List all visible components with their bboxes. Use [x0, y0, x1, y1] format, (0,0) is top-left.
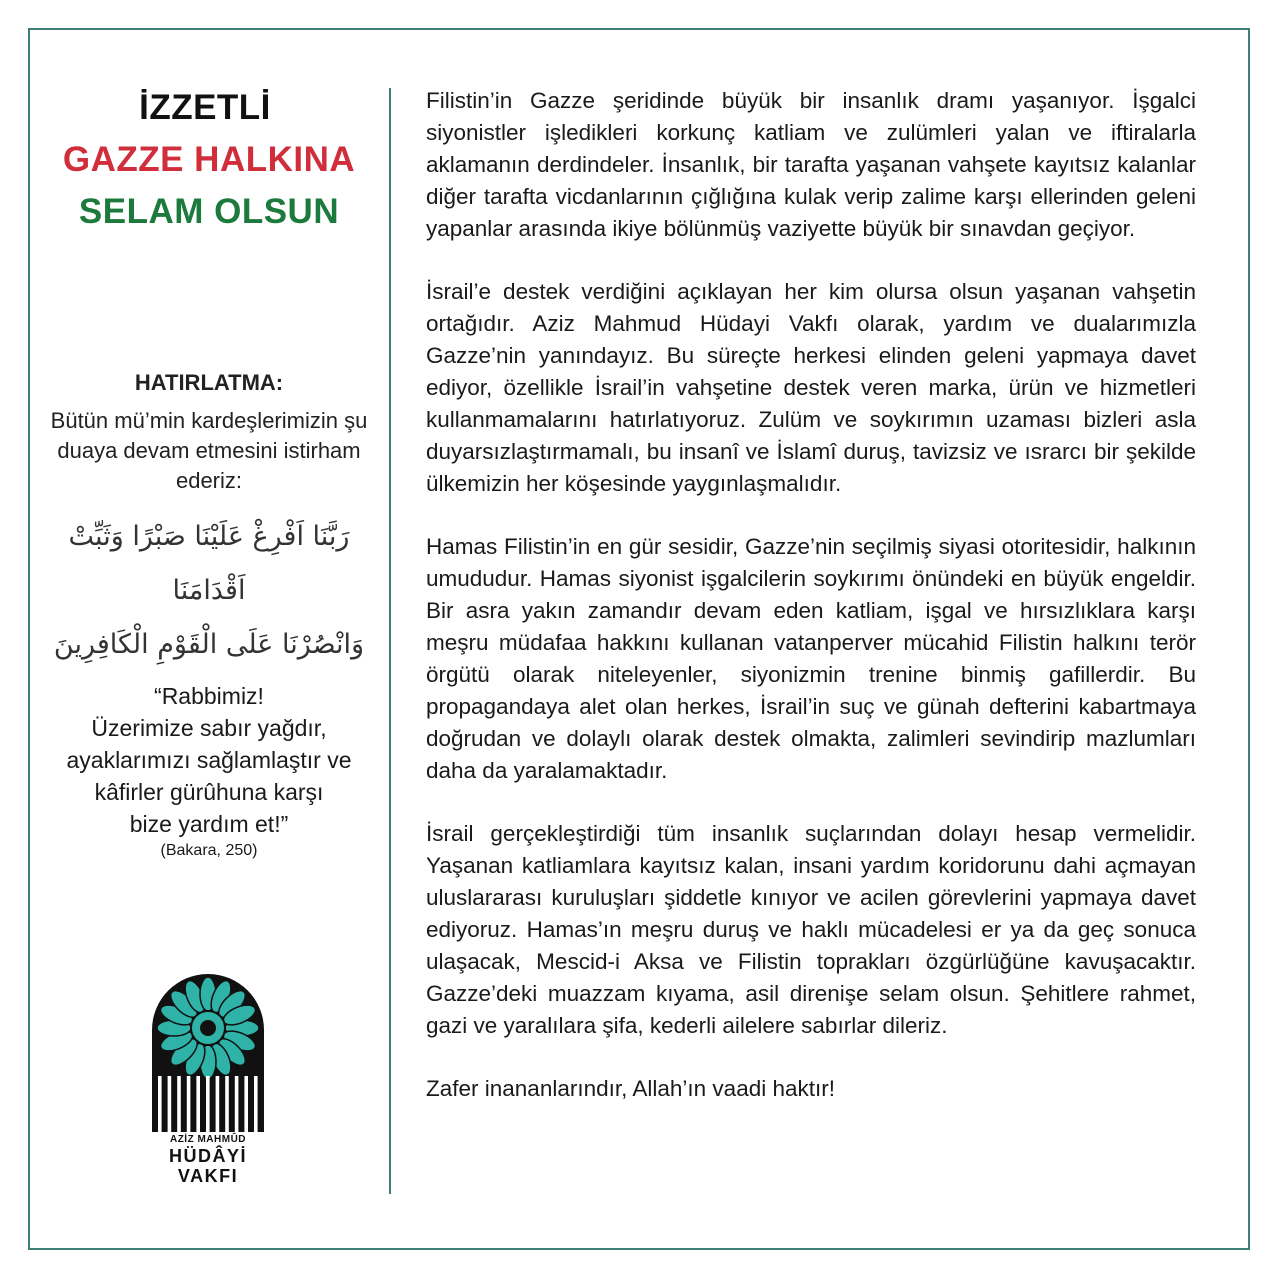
reminder-heading: HATIRLATMA: — [134, 370, 284, 395]
quote-line: bize yardım et!” — [129, 811, 289, 837]
title-line-2: GAZZE HALKINA — [62, 140, 356, 179]
arabic-prayer — [30, 510, 388, 672]
logo-bar — [225, 1076, 229, 1132]
logo-bar — [216, 1076, 220, 1132]
prayer-translation — [30, 680, 388, 840]
arabic-line-2: وَانْصُرْنَا عَلَى الْقَوْمِ الْكَافِرِينَ — [53, 629, 365, 660]
logo-bar — [158, 1076, 162, 1132]
logo-bar — [206, 1076, 210, 1132]
article-paragraph-5: Zafer inananlarındır, Allah’ın vaadi haktır! — [426, 1076, 835, 1101]
reminder-body: Bütün mü’min kardeşlerimizin şu duaya devam etmesini istirham ederiz: — [50, 408, 368, 493]
title-line-3: SELAM OLSUN — [78, 192, 340, 231]
quote-line: Üzerimize sabır yağdır, — [91, 715, 327, 741]
logo-wordmark — [140, 1134, 276, 1186]
quote-line: “Rabbimiz! — [154, 683, 264, 709]
logo-bar — [235, 1076, 239, 1132]
article-paragraph-4: İsrail gerçekleştirdiği tüm insanlık suçlarından dolayı hesap vermelidir. Yaşanan katliamlara kayıtsız kalan, insani yardım koridorunu dahi açmayan uluslararası kuruluşları şiddetle kınıyor ve acilen görevlerini yapmaya davet ediyoruz. Hamas’ın meşru duruş ve haklı mücadelesi er ya da geç sonuca ulaşacak, Mescid-i Aksa ve Filistin toprakları özgürlüğüne kavuşacaktır. Gazze’deki muazzam kıyama, asil direnişe selam olsun. Şehitlere rahmet, gazi ve yaralılara şifa, kederli ailelere sabırlar dileriz. — [426, 821, 1196, 1038]
logo-small-text: AZİZ MAHMÛD — [169, 1134, 247, 1145]
quote-source: (Bakara, 250) — [160, 842, 258, 859]
arabic-line-1: رَبَّنَا اَفْرِغْ عَلَيْنَا صَبْرًا وَثَبِّتْ اَقْدَامَنَا — [68, 521, 350, 606]
column-divider — [389, 88, 391, 1194]
quote-line: ayaklarımızı sağlamlaştır ve — [66, 747, 352, 773]
left-column — [30, 82, 388, 862]
article-paragraph-2: İsrail’e destek verdiğini açıklayan her kim olursa olsun yaşanan vahşetin ortağıdır. Aziz Mahmud Hüdayi Vakfı olarak, yardım ve dualarımızla Gazze’nin yanındayız. Bu süreçte herkesi elinden geleni yapmaya davet ediyor, özellikle İsrail’in vahşetine destek veren marka, ürün ve hizmetleri kullanmamalarını hatırlatıyoruz. Zulüm ve soykırımın uzaması bizleri asla duyarsızlaştırmamalı, bu insanî ve İslamî duruş, tavizsiz ve ısrarcı bir şekilde ülkemizin her köşesinde yaygınlaşmalıdır. — [426, 279, 1196, 496]
logo-bar — [244, 1076, 248, 1132]
logo-bar — [168, 1076, 172, 1132]
quote-line: kâfirler gürûhuna karşı — [94, 779, 324, 805]
logo-bar — [177, 1076, 181, 1132]
logo-bar — [187, 1076, 191, 1132]
logo-name-2: VAKFI — [177, 1166, 239, 1186]
logo-name-1: HÜDÂYİ — [168, 1146, 247, 1166]
title-line-1: İZZETLİ — [139, 88, 271, 127]
article-paragraph-3: Hamas Filistin’in en gür sesidir, Gazze’nin seçilmiş siyasi otoritesidir, halkının umududur. Hamas siyonist işgalcilerin soykırımı önündeki en büyük engeldir. Bir asra yakın zamandır devam eden katliam, işgal ve hırsızlıklara karşı meşru müdafaa hakkını kullanan vatanperver mücahid Filistin halkını terör örgütü olarak niteleyenler, siyonizmin trenine binmiş gafillerdir. Bu propagandaya alet olan herkes, İsrail’in suç ve günah defterini kabartmaya doğrudan ve dolaylı olarak destek olmakta, zalimleri sevindirip mazlumları daha da yaralamaktadır. — [426, 534, 1196, 783]
logo-bar — [254, 1076, 258, 1132]
logo-bar — [196, 1076, 200, 1132]
article-body — [426, 85, 1196, 1136]
article-paragraph-1: Filistin’in Gazze şeridinde büyük bir insanlık dramı yaşanıyor. İşgalci siyonistler işledikleri korkunç katliam ve zulümleri yalan ve iftiralarla aklamanın derdindeler. İnsanlık, bir tarafta yaşanan vahşete kayıtsız kalanlar diğer tarafta vicdanlarının çığlığına kulak verip zalime karşı ellerinden geleni yapanlar arasında ikiye bölünmüş vaziyette büyük bir sınavdan geçiyor. — [426, 88, 1196, 241]
